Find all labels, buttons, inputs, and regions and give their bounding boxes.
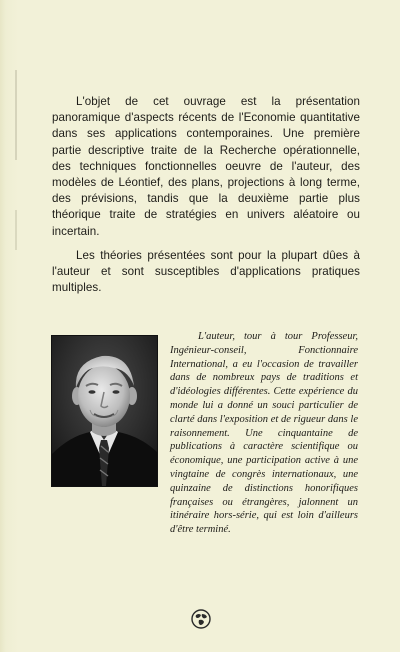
book-summary	[52, 94, 360, 304]
spine-mark-lower	[15, 210, 17, 250]
author-portrait-icon	[52, 336, 157, 486]
publisher-logo	[191, 609, 211, 629]
author-biography: L'auteur, tour à tour Professeur, Ingénieur-conseil, Fonctionnaire International, a eu l'occasion de travailler dans de nombreux pays de traditions et d'idéologies différentes. Cette expérience du monde lui a donné un souci particulier de clarté dans l'exposition et de rigueur dans le raisonnement. Une cinquantaine de publications à caractère scientifique ou économique, une participation active à une vingtaine de congrès internationaux, une quinzaine de distinctions honorifiques françaises ou étrangères, jalonnent un itinéraire hors-série, qui est loin d'ailleurs d'être terminé.	[170, 331, 358, 536]
summary-paragraph-1: L'objet de cet ouvrage est la présentation panoramique d'aspects récents de l'Economie quantitative dans ses applications contemporaines. Une première partie descriptive traite de la Recherche opérationnelle, des techniques fonctionnelles oeuvre de l'auteur, des modèles de Léontief, des plans, projections à long terme, des prévisions, tandis que la deuxième partie plus théorique traite de stratégies en univers aléatoire ou incertain.	[52, 95, 360, 238]
author-photo	[51, 335, 158, 487]
summary-paragraph-2: Les théories présentées sont pour la plupart dûes à l'auteur et sont susceptibles d'applications pratiques multiples.	[52, 248, 360, 295]
spine-mark	[15, 70, 17, 160]
globe-icon	[191, 609, 211, 629]
